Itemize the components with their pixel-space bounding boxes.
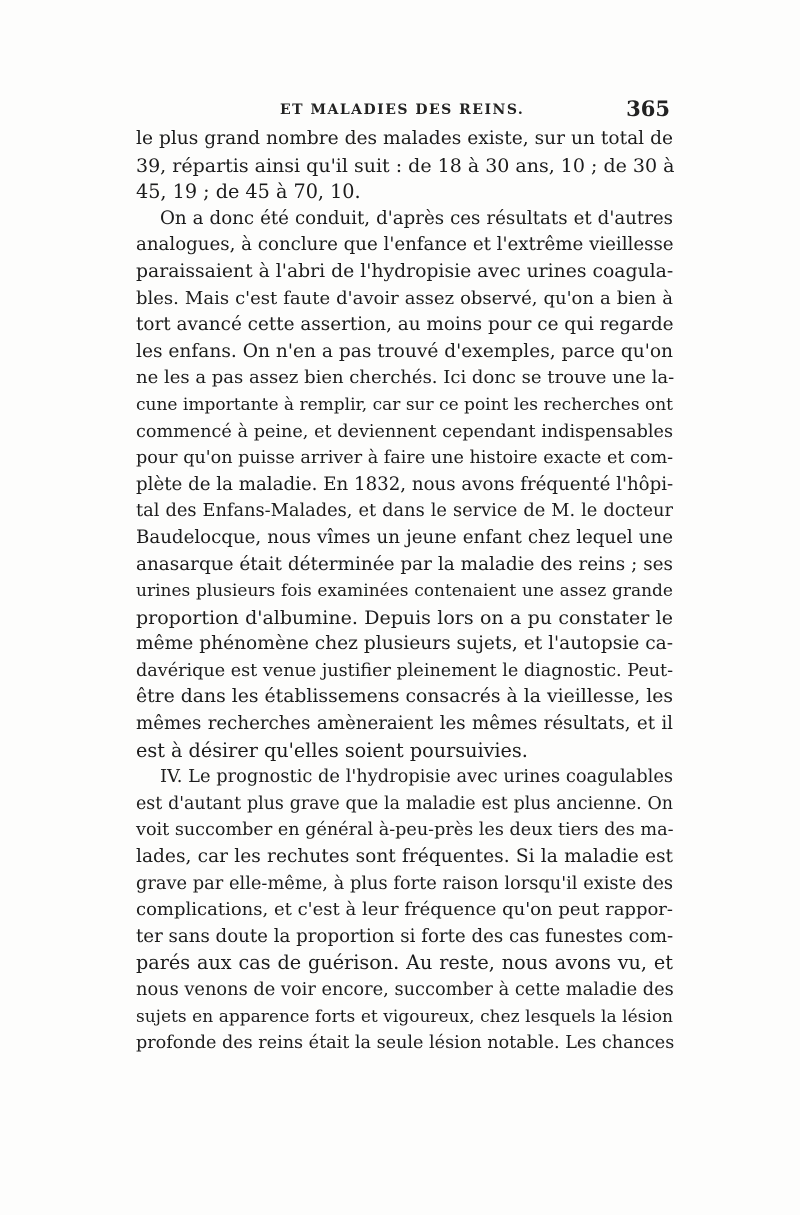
text-line: proportion d'albumine. Depuis lors on a pu constater le (136, 606, 673, 629)
page-number: 365 (626, 96, 670, 121)
text-line: 45, 19 ; de 45 à 70, 10. (136, 180, 361, 204)
text-line: plète de la maladie. En 1832, nous avons fréquenté l'hôpi- (136, 473, 674, 495)
text-line: est d'autant plus grave que la maladie est plus ancienne. On (136, 793, 673, 814)
text-line: tort avancé cette assertion, au moins pour ce qui regarde (136, 314, 674, 336)
text-line: On a donc été conduit, d'après ces résultats et d'autres (160, 207, 673, 229)
text-line: ter sans doute la proportion si forte des cas funestes com- (136, 925, 674, 947)
text-line: pour qu'on puisse arriver à faire une histoire exacte et com- (136, 448, 674, 469)
text-line: parés aux cas de guérison. Au reste, nous avons vu, et (136, 951, 673, 975)
text-line: tal des Enfans-Malades, et dans le service de M. le docteur (136, 500, 673, 522)
text-line: urines plusieurs fois examinées contenaient une assez grande (136, 581, 673, 602)
text-line: nous venons de voir encore, succomber à cette maladie des (136, 979, 674, 1000)
text-line: cune importante à remplir, car sur ce point les recherches ont (136, 394, 673, 415)
text-line: même phénomène chez plusieurs sujets, et l'autopsie ca- (136, 633, 673, 655)
text-line: complications, et c'est à leur fréquence qu'on peut rappor- (136, 899, 673, 921)
text-line: ne les a pas assez bien cherchés. Ici donc se trouve une la- (136, 367, 675, 389)
text-line: grave par elle-même, à plus forte raison lorsqu'il existe des (136, 872, 673, 894)
text-line: IV. Le prognostic de l'hydropisie avec urines coagulables (160, 766, 673, 788)
text-line: analogues, à conclure que l'enfance et l'extrême vieillesse (136, 234, 674, 256)
text-line: est à désirer qu'elles soient poursuivies. (136, 738, 528, 762)
text-line: davérique est venue justifier pleinement le diagnostic. Peut- (136, 660, 674, 681)
text-line: 39, répartis ainsi qu'il suit : de 18 à 30 ans, 10 ; de 30 à (136, 154, 675, 177)
page-header (140, 98, 670, 124)
text-line: lades, car les rechutes sont fréquentes. Si la maladie est (136, 846, 673, 868)
text-line: les enfans. On n'en a pas trouvé d'exemples, parce qu'on (136, 340, 673, 362)
body-text (136, 126, 673, 1057)
text-line: paraissaient à l'abri de l'hydropisie avec urines coagula- (136, 260, 674, 282)
text-line: bles. Mais c'est faute d'avoir assez observé, qu'on a bien à (136, 287, 673, 309)
text-line: profonde des reins était la seule lésion notable. Les chances (136, 1033, 675, 1054)
running-head: ET MALADIES DES REINS. (280, 102, 525, 118)
text-line: anasarque était déterminée par la maladie des reins ; ses (136, 553, 673, 575)
text-line: voit succomber en général à-peu-près les deux tiers des ma- (136, 820, 674, 841)
text-line: mêmes recherches amèneraient les mêmes résultats, et il (136, 713, 673, 735)
text-line: être dans les établissemens consacrés à la vieillesse, les (136, 686, 673, 708)
text-line: commencé à peine, et deviennent cependant indispensables (136, 421, 673, 442)
text-line: sujets en apparence forts et vigoureux, chez lesquels la lésion (136, 1006, 673, 1027)
text-line: le plus grand nombre des malades existe, sur un total de (136, 128, 673, 149)
text-line: Baudelocque, nous vîmes un jeune enfant chez lequel une (136, 526, 673, 548)
